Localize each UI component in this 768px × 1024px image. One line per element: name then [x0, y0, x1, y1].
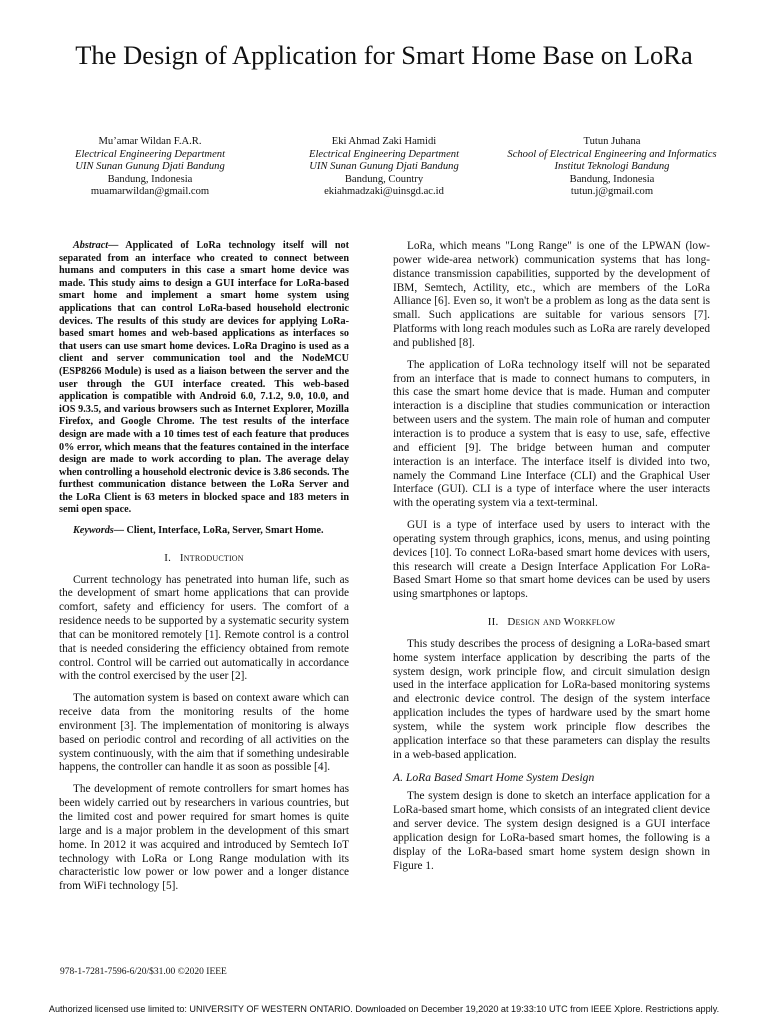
paragraph: Current technology has penetrated into human life, such as the development of smart home applications that can provide comfort, safety and efficiency for users. The comfort of a residence needs to be supported by a systematic security system that can be monitored remotely [1]. Remote control is a control that is needed considering the efficiency obtained from remote control. Control will be carried out automatically in accordance with the control exercised by the user [2].	[59, 573, 349, 683]
paragraph: This study describes the process of designing a LoRa-based smart home system interface application by describing the parts of the system design, work principle flow, and circuit simulation design used in the interface application for LoRa-based monitoring systems and electronic device control. The design of the system interface application includes the types of hardware used by the smart home system, while the system work principle flow describes the application interface so that these parameters can display the results in a web-based application.	[393, 637, 710, 761]
section-title: Introduction	[179, 551, 244, 564]
keywords	[59, 525, 349, 538]
section-heading-design	[393, 616, 710, 630]
section-number: I.	[164, 551, 172, 564]
copyright-notice: 978-1-7281-7596-6/20/$31.00 ©2020 IEEE	[60, 967, 227, 977]
paragraph: The development of remote controllers for smart homes has been widely carried out by researchers in various countries, but the limited cost and power required for smart homes is quite large and is a major problem in the development of this smart home. In 2012 it was acquired and introduced by Semtech IoT technology with LoRa or Long Range modulation with its characteristic low power or low power and a longer distance from WiFi technology [5].	[59, 783, 349, 893]
author-name: Mu’amar Wildan F.A.R.	[98, 136, 202, 147]
author-block	[497, 136, 727, 199]
author-affiliation-institution: UIN Sunan Gunung Djati Bandung	[75, 161, 225, 173]
author-block	[35, 136, 265, 199]
author-affiliation-institution: UIN Sunan Gunung Djati Bandung	[309, 161, 459, 173]
author-location: Bandung, Country	[344, 173, 424, 185]
abstract-label: Abstract	[73, 240, 109, 251]
paragraph: LoRa, which means "Long Range" is one of the LPWAN (low-power wide-area network) communication systems that has long-distance transmission capabilities, supported by the development of IBM, Semtech, Actility, etc., which are members of the LoRa Alliance [6]. Even so, it won't be a problem as long as the data sent is small. Such applications are suitable for various sensors [7]. Platforms with long reach modules such as LoRa are rarely developed and published [8].	[393, 240, 710, 349]
author-email[interactable]: ekiahmadzaki@uinsgd.ac.id	[324, 186, 444, 198]
author-name: Eki Ahmad Zaki Hamidi	[331, 136, 437, 147]
license-notice: Authorized licensed use limited to: UNIVERSITY OF WESTERN ONTARIO. Downloaded on December 19,2020 at 19:33:10 UTC from IEEE Xplore. Restrictions apply.	[48, 1004, 720, 1014]
abstract-text: Applicated of LoRa technology itself will not separated from an interface who created to connect between humans and computers in this case a smart home device was made. This study aims to design a GUI interface for LoRa-based smart home and implement a smart home system using applications that can control LoRa-based household electronic devices. The results of this study are devices for applying LoRa-based smart homes and web-based applications as interfaces so that users can use smart home devices. LoRa Dragino is used as a client and server communication tool and the NodeMCU (ESP8266 Module) is used as a liaison between the server and the user through the GUI interface created. This web-based application is compatible with Android 6.0, 7.1.2, 9.0, 10.0, and iOS 9.3.5, and various browsers such as Internet Explorer, Mozilla Firefox, and Google Chrome. The test results of the interface design are made with a 10 times test of each feature that produces 0% error, which means that the features contained in the interface design are made to work according to plan. The average delay when controlling a household electronic device is 3.86 seconds. The furthest communication distance between the LoRa Server and the LoRa Client is 63 meters in blocked space and 183 meters in semi open space.	[59, 240, 349, 516]
paragraph: GUI is a type of interface used by users to interact with the operating system through graphics, icons, menus, and using pointing devices [10]. To connect LoRa-based smart home devices with users, this research will create a Design Interface Application For LoRa-Based Smart Home so that smart home devices can be used by users using smartphones or laptops.	[393, 519, 710, 601]
paragraph: The system design is done to sketch an interface application for a LoRa-based smart home, which consists of an integrated client device and server device. The system design designed is a GUI interface application design for LoRa-based smart homes, the following is a display of the LoRa-based smart home system design shown in Figure 1.	[393, 790, 710, 872]
paragraph: The application of LoRa technology itself will not be separated from an interface that is made to connect humans to computers, in this case the smart home device that is made. Human and computer interaction is a discipline that studies communication or interaction between users and the system. The main role of human and computer interaction is to produce a system that is easy to use, safe, effective and efficient [9]. The bridge between human and computer interaction is an interface. The interface itself is divided into two, namely the Command Line Interface (CLI) and the Graphical User Interface (GUI). CLI is a type of interface where the user interacts with the operating system via a text-terminal.	[393, 358, 710, 510]
author-affiliation: Electrical Engineering Department	[74, 148, 226, 160]
section-number: II.	[487, 616, 499, 629]
left-column	[59, 240, 349, 902]
author-affiliation: School of Electrical Engineering and Informatics	[507, 148, 717, 160]
section-heading-introduction	[59, 552, 349, 566]
right-column	[393, 240, 710, 881]
author-block	[269, 136, 499, 199]
paper-title: The Design of Application for Smart Home Base on LoRa	[75, 40, 693, 70]
author-affiliation-institution: Institut Teknologi Bandung	[554, 161, 670, 173]
author-location: Bandung, Indonesia	[569, 173, 655, 185]
paragraph: The automation system is based on context aware which can receive data from the monitoring results of the home environment [3]. The implementation of monitoring is always based on periodic control and recording of all activities on the system continuously, with the aim that if something undesirable happens, the controller can handle it as soon as possible [4].	[59, 692, 349, 774]
keywords-label: Keywords	[73, 525, 114, 537]
subsection-heading: A. LoRa Based Smart Home System Design	[393, 770, 595, 784]
section-title: Design and Workflow	[507, 616, 616, 629]
author-location: Bandung, Indonesia	[107, 173, 193, 185]
abstract	[59, 240, 349, 517]
author-affiliation: Electrical Engineering Department	[308, 148, 460, 160]
author-email[interactable]: tutun.j@gmail.com	[570, 186, 654, 198]
author-email[interactable]: muamarwildan@gmail.com	[90, 186, 210, 198]
author-name: Tutun Juhana	[583, 136, 641, 147]
abstract-dash: —	[108, 240, 119, 251]
keywords-text: — Client, Interface, LoRa, Server, Smart Home.	[113, 525, 324, 537]
